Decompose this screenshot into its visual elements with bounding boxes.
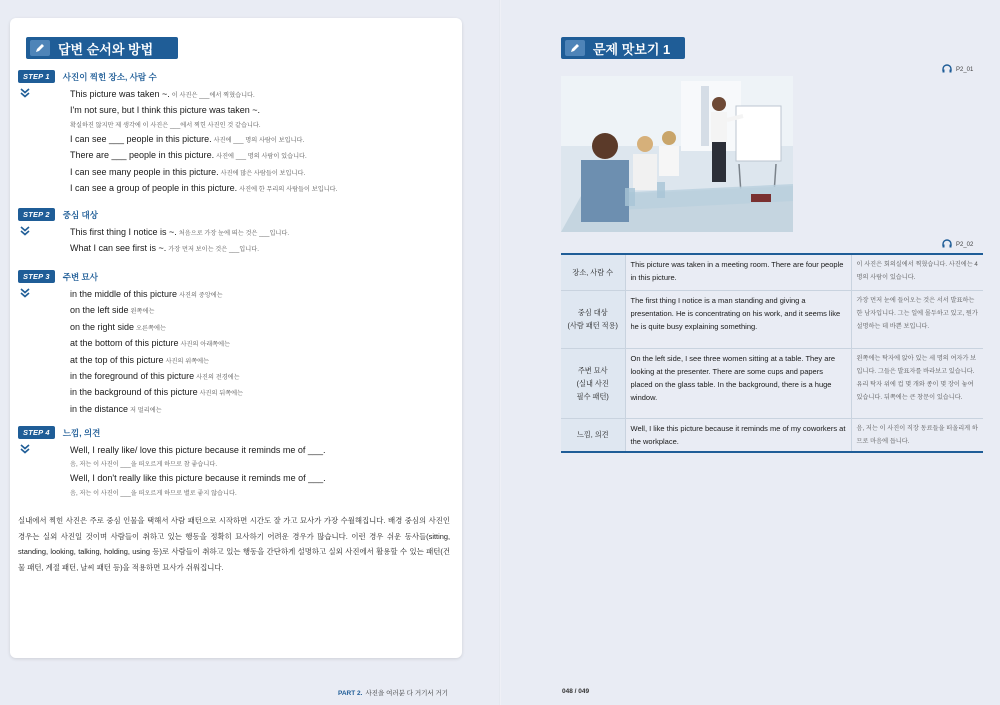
preview-heading: [561, 37, 685, 59]
audio-track-1-label: P2_01: [956, 67, 974, 73]
row-label: 느낌, 의견: [561, 418, 625, 452]
pattern-english: in the middle of this picture: [70, 289, 178, 299]
pattern-line: [70, 287, 460, 303]
pen-icon: [565, 40, 585, 56]
pattern-korean: 이 사진은 ___에서 찍혔습니다.: [171, 92, 255, 99]
step-header: [18, 70, 157, 83]
pattern-line: [70, 241, 460, 257]
headphones-icon: [942, 64, 952, 76]
step-block: [18, 70, 338, 194]
step-badge: STEP 3: [18, 270, 55, 283]
step-badge: STEP 4: [18, 426, 55, 439]
step-lines: [70, 287, 460, 418]
pattern-english: I can see ___ people in this picture.: [70, 133, 212, 144]
pattern-english: at the top of this picture: [70, 354, 164, 365]
footer-part: PART 2.: [338, 690, 363, 697]
pattern-english: I can see a group of people in this picture.: [70, 183, 238, 194]
step-lines: [70, 443, 460, 500]
step-title: 주변 묘사: [62, 271, 98, 282]
step-header: [18, 208, 98, 221]
table-row: [561, 254, 983, 290]
audio-track-2-label: P2_02: [956, 242, 974, 248]
pattern-english: at the bottom of this picture: [70, 338, 179, 349]
pattern-line: [70, 402, 460, 418]
pattern-english: in the foreground of this picture: [70, 371, 195, 382]
step-lines: [70, 87, 460, 197]
pattern-line: [70, 336, 460, 352]
pattern-english: in the distance: [70, 403, 129, 414]
step-title: 사진이 찍힌 장소, 사람 수: [62, 71, 157, 82]
section-heading: [26, 37, 178, 59]
pattern-korean: 사진에 한 무리의 사람들이 보입니다.: [239, 186, 338, 194]
step-lines: [70, 225, 460, 258]
pattern-line: [70, 225, 460, 241]
pattern-korean: 사진의 전경에는: [196, 374, 240, 382]
pattern-english: This first thing I notice is ~.: [70, 227, 177, 237]
page-numbers: 048 / 049: [562, 688, 590, 695]
pattern-korean: 사진의 아래쪽에는: [180, 341, 231, 349]
pattern-english: This picture was taken ~.: [70, 89, 170, 99]
step-block: [18, 208, 290, 254]
pattern-line: [70, 132, 460, 148]
step-block: [18, 426, 326, 497]
footer-title: 사진을 여러분 다 거기서 거기: [365, 690, 449, 697]
pattern-english: Well, I really like/ love this picture because it reminds me of ___.: [70, 445, 326, 455]
double-chevron-icon: [20, 226, 30, 237]
pattern-korean-line: 음, 저는 이 사진이 ___을 떠오르게 하므로 별로 좋지 않습니다.: [70, 489, 237, 497]
double-chevron-icon: [20, 288, 30, 299]
spread-gutter: [499, 0, 501, 705]
pattern-line: [70, 353, 460, 369]
pattern-line: [70, 369, 460, 385]
pattern-english: What I can see first is ~.: [70, 243, 167, 254]
step-title: 느낌, 의견: [62, 427, 101, 438]
pattern-english: I can see many people in this picture.: [70, 166, 219, 177]
pattern-korean: 저 멀리에는: [130, 406, 162, 414]
pen-icon: [30, 40, 50, 56]
headphones-icon: [942, 239, 952, 251]
pattern-korean: 사진에 ___ 명의 사람이 있습니다.: [216, 153, 307, 161]
pattern-korean: 사진의 뒤쪽에는: [199, 390, 244, 398]
pattern-line: [70, 87, 460, 103]
pattern-line: [70, 443, 460, 458]
pattern-korean: 사진에 ___ 명의 사람이 보입니다.: [213, 136, 305, 144]
tip-paragraph: 실내에서 찍힌 사진은 주로 중심 인물을 택해서 사람 패턴으로 시작하면 시간도 잘 가고 묘사가 가장 수월해집니다. 배경 중심의 사진인 경우는 실외 사진일 것이며 사람들이 취하고 있는 행동을 정확히 묘사하기 어려운 경우가 많습니다. 이런 경우 쉬운 동사들(sitting, standing, looking, talking, holding, using 등)로 사람들이 취하고 있는 행동을 간단하게 설명하고 실외 사진에서 활용할 수 있는 패턴(건물 패턴, 계절 패턴, 날씨 패턴 등)을 적용하면 묘사가 쉬워집니다.: [18, 516, 450, 572]
pattern-english: Well, I don't really like this picture because it reminds me of ___.: [70, 473, 326, 484]
row-label: 중심 대상 (사람 패턴 적용): [561, 290, 625, 348]
meeting-room-photo: [561, 76, 793, 232]
pattern-korean: 오른쪽에는: [136, 324, 166, 332]
pattern-korean-line: 확실하진 않지만 제 생각에 이 사진은 ___에서 찍힌 사진인 것 같습니다.: [70, 121, 261, 129]
pattern-line: [70, 471, 460, 486]
row-label: 주변 묘사 (실내 사진 필수 패턴): [561, 348, 625, 418]
audio-track-2[interactable]: [942, 239, 973, 251]
audio-track-1[interactable]: [942, 64, 973, 76]
pattern-korean-line: 음, 저는 이 사진이 ___을 떠오르게 하므로 참 좋습니다.: [70, 461, 218, 469]
pattern-line: [70, 165, 460, 181]
double-chevron-icon: [20, 444, 30, 455]
table-row: [561, 348, 983, 418]
step-header: [18, 426, 100, 439]
row-korean: 가장 먼저 눈에 들어오는 것은 서서 발표하는 한 남자입니다. 그는 일에 몰두하고 있고, 뭔가 설명하는 데 바쁜 보입니다.: [851, 290, 983, 348]
pattern-korean: 가장 먼저 보이는 것은 ___입니다.: [168, 246, 259, 254]
row-label: 장소, 사람 수: [561, 254, 625, 290]
pattern-english: on the left side: [70, 305, 129, 316]
row-korean: 왼쪽에는 탁자에 앉아 있는 세 명의 여자가 보입니다. 그들은 발표자를 바라보고 있습니다. 유리 탁자 위에 컵 몇 개와 종이 몇 장이 놓여 있습니다. 뒤쪽에는 큰 창문이 있습니다.: [851, 348, 983, 418]
pattern-korean: 처음으로 가장 눈에 띄는 것은 ___입니다.: [178, 230, 290, 237]
pattern-korean: 왼쪽에는: [130, 308, 155, 316]
pattern-line: [70, 385, 460, 401]
preview-heading-text: 문제 맛보기 1: [593, 41, 671, 57]
pattern-english: on the right side: [70, 321, 135, 332]
row-korean: 이 사진은 회의실에서 찍혔습니다. 사진에는 4명의 사람이 있습니다.: [851, 254, 983, 290]
pattern-line: [70, 181, 460, 197]
answer-table: [561, 253, 983, 453]
step-title: 중심 대상: [62, 209, 98, 220]
pattern-english: There are ___ people in this picture.: [70, 150, 215, 161]
step-block: [18, 270, 244, 414]
row-english: The first thing I notice is a man standing and giving a presentation. He is concentrating on his work, and it seems like he is quite busy explaining something.: [625, 290, 851, 348]
step-badge: STEP 2: [18, 208, 55, 221]
table-row: [561, 290, 983, 348]
double-chevron-icon: [20, 88, 30, 99]
pattern-line: [70, 148, 460, 164]
row-korean: 음, 저는 이 사진이 직장 동료들을 떠올리게 하므로 마음에 듭니다.: [851, 418, 983, 452]
pattern-korean: 사진의 중앙에는: [179, 292, 223, 299]
row-english: Well, I like this picture because it reminds me of my coworkers at the workplace.: [625, 418, 851, 452]
pattern-korean: 사진의 위쪽에는: [165, 357, 210, 365]
table-row: [561, 418, 983, 452]
pattern-line: [70, 320, 460, 336]
pattern-line: [70, 103, 460, 118]
pattern-line: [70, 303, 460, 319]
footer-left: [338, 688, 448, 697]
step-header: [18, 270, 98, 283]
heading-text: 답변 순서와 방법: [58, 41, 154, 57]
row-english: This picture was taken in a meeting room. There are four people in this picture.: [625, 254, 851, 290]
pattern-english: I'm not sure, but I think this picture was taken ~.: [70, 105, 261, 116]
pattern-korean: 사진에 많은 사람들이 보입니다.: [220, 169, 306, 177]
step-badge: STEP 1: [18, 70, 55, 83]
pattern-english: in the background of this picture: [70, 387, 198, 398]
row-english: On the left side, I see three women sitting at a table. They are looking at the presenter. There are some cups and papers placed on the glass table. In the background, there is a huge window.: [625, 348, 851, 418]
